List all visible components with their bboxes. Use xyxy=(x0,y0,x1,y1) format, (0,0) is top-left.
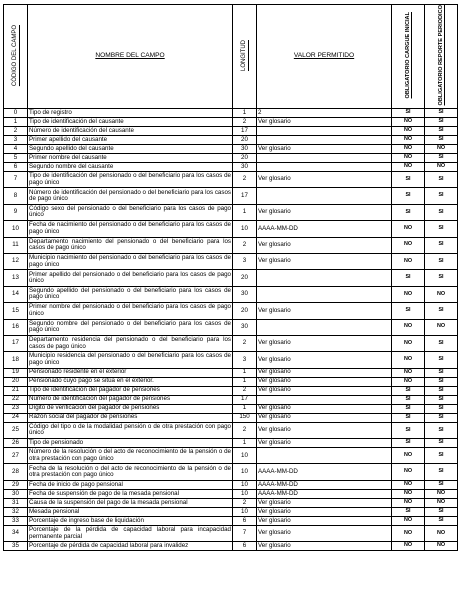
row-allowed-value xyxy=(257,163,392,172)
row-allowed-value xyxy=(257,154,392,163)
table-row xyxy=(4,163,458,172)
row-code: 29 xyxy=(4,480,28,489)
row-field-name: Tipo de identificación del pagador de pensiones xyxy=(28,386,233,395)
row-code: 31 xyxy=(4,498,28,507)
row-mandatory-initial: NO xyxy=(392,464,425,480)
row-mandatory-periodic: NO xyxy=(425,525,458,541)
row-mandatory-periodic: NO xyxy=(425,163,458,172)
row-mandatory-periodic: SI xyxy=(425,188,458,204)
row-code: 10 xyxy=(4,221,28,237)
row-mandatory-initial: NO xyxy=(392,525,425,541)
row-mandatory-periodic: SI xyxy=(425,204,458,220)
row-allowed-value xyxy=(257,319,392,335)
row-code: 5 xyxy=(4,154,28,163)
row-allowed-value xyxy=(257,448,392,464)
row-allowed-value: Ver glosario xyxy=(257,542,392,551)
row-code: 23 xyxy=(4,404,28,413)
row-mandatory-periodic: SI xyxy=(425,448,458,464)
row-mandatory-initial: SI xyxy=(392,172,425,188)
row-length: 2 xyxy=(233,422,257,438)
row-field-name: Primer apellido del causante xyxy=(28,136,233,145)
row-mandatory-initial: NO xyxy=(392,221,425,237)
row-mandatory-periodic: SI xyxy=(425,136,458,145)
row-mandatory-initial: NO xyxy=(392,237,425,253)
table-row xyxy=(4,286,458,302)
row-code: 34 xyxy=(4,525,28,541)
row-allowed-value xyxy=(257,188,392,204)
table-row xyxy=(4,448,458,464)
row-length: 1 xyxy=(233,204,257,220)
row-length: 10 xyxy=(233,480,257,489)
row-mandatory-initial: NO xyxy=(392,136,425,145)
row-code: 24 xyxy=(4,413,28,422)
row-field-name: Segundo nombre del pensionado o del beneficiario para los casos de pago único xyxy=(28,319,233,335)
table-row xyxy=(4,127,458,136)
row-mandatory-periodic: SI xyxy=(425,253,458,269)
row-field-name: Departamento nacimiento del pensionado o del beneficiario para los casos de pago único xyxy=(28,237,233,253)
row-field-name: Número de identificación del pensionado o del beneficiario para los casos de pago único xyxy=(28,188,233,204)
row-code: 13 xyxy=(4,270,28,286)
table-row xyxy=(4,118,458,127)
row-field-name: Pensionado cuyo pago se sitúa en el exterior. xyxy=(28,377,233,386)
row-field-name: Fecha de nacimiento del pensionado o del beneficiario para los casos de pago único xyxy=(28,221,233,237)
row-mandatory-periodic: SI xyxy=(425,154,458,163)
row-mandatory-initial: SI xyxy=(392,109,425,118)
row-mandatory-initial: NO xyxy=(392,335,425,351)
row-code: 3 xyxy=(4,136,28,145)
row-code: 27 xyxy=(4,448,28,464)
row-field-name: Mesada pensional xyxy=(28,507,233,516)
row-mandatory-periodic: SI xyxy=(425,221,458,237)
row-length: 30 xyxy=(233,319,257,335)
table-row xyxy=(4,136,458,145)
row-mandatory-periodic: SI xyxy=(425,118,458,127)
row-mandatory-initial: NO xyxy=(392,498,425,507)
header-mandatory-periodic: OBLIGATORIO REPORTE PERIODICO xyxy=(425,5,458,109)
table-row xyxy=(4,542,458,551)
row-mandatory-initial: NO xyxy=(392,118,425,127)
table-row xyxy=(4,368,458,377)
row-length: 20 xyxy=(233,136,257,145)
row-code: 19 xyxy=(4,368,28,377)
row-allowed-value xyxy=(257,136,392,145)
row-field-name: Razón social del pagador de pensiones xyxy=(28,413,233,422)
table-row xyxy=(4,221,458,237)
table-row xyxy=(4,188,458,204)
row-length: 30 xyxy=(233,163,257,172)
row-field-name: Municipio nacimiento del pensionado o del beneficiario para los casos de pago único xyxy=(28,253,233,269)
row-allowed-value: Ver glosario xyxy=(257,204,392,220)
row-allowed-value: Ver glosario xyxy=(257,386,392,395)
row-code: 21 xyxy=(4,386,28,395)
row-length: 17 xyxy=(233,188,257,204)
row-code: 28 xyxy=(4,464,28,480)
row-code: 2 xyxy=(4,127,28,136)
row-field-name: Pensionado residente en el exterior xyxy=(28,368,233,377)
row-length: 2 xyxy=(233,237,257,253)
row-allowed-value: 2 xyxy=(257,109,392,118)
row-mandatory-periodic: SI xyxy=(425,270,458,286)
table-row xyxy=(4,404,458,413)
table-row xyxy=(4,377,458,386)
row-mandatory-initial: SI xyxy=(392,204,425,220)
row-code: 20 xyxy=(4,377,28,386)
row-mandatory-initial: SI xyxy=(392,507,425,516)
row-code: 30 xyxy=(4,489,28,498)
row-code: 15 xyxy=(4,303,28,319)
row-length: 10 xyxy=(233,448,257,464)
row-length: 1 xyxy=(233,439,257,448)
row-field-name: Primer nombre del causante xyxy=(28,154,233,163)
row-mandatory-periodic: SI xyxy=(425,352,458,368)
row-field-name: Primer nombre del pensionado o del beneficiario para los casos de pago único xyxy=(28,303,233,319)
row-allowed-value: Ver glosario xyxy=(257,422,392,438)
row-mandatory-initial: SI xyxy=(392,404,425,413)
row-length: 30 xyxy=(233,286,257,302)
row-allowed-value: Ver glosario xyxy=(257,303,392,319)
row-mandatory-periodic: SI xyxy=(425,404,458,413)
row-field-name: Dígito de verificación del pagador de pensiones xyxy=(28,404,233,413)
row-field-name: Porcentaje de ingreso base de liquidación xyxy=(28,516,233,525)
row-mandatory-periodic: SI xyxy=(425,377,458,386)
row-field-name: Municipio residencia del pensionado o del beneficiario para los casos de pago único xyxy=(28,352,233,368)
row-code: 26 xyxy=(4,439,28,448)
row-allowed-value: Ver glosario xyxy=(257,507,392,516)
table-row xyxy=(4,204,458,220)
row-field-name: Primer apellido del pensionado o del beneficiario para los casos de pago único xyxy=(28,270,233,286)
row-length: 17 xyxy=(233,395,257,404)
row-mandatory-initial: NO xyxy=(392,319,425,335)
row-length: 1 xyxy=(233,404,257,413)
table-row xyxy=(4,439,458,448)
row-allowed-value xyxy=(257,127,392,136)
row-length: 6 xyxy=(233,542,257,551)
row-allowed-value: Ver glosario xyxy=(257,118,392,127)
header-allowed-value: VALOR PERMITIDO xyxy=(257,5,392,109)
table-row xyxy=(4,352,458,368)
row-mandatory-initial: SI xyxy=(392,439,425,448)
row-field-name: Porcentaje de pérdida de capacidad laboral para invalidez xyxy=(28,542,233,551)
row-field-name: Número de identificación del causante xyxy=(28,127,233,136)
table-row xyxy=(4,109,458,118)
row-mandatory-periodic: SI xyxy=(425,335,458,351)
row-field-name: Número de identificación del pagador de pensiones xyxy=(28,395,233,404)
row-mandatory-periodic: SI xyxy=(425,386,458,395)
row-allowed-value: Ver glosario xyxy=(257,368,392,377)
row-field-name: Segundo apellido del pensionado o del beneficiario para los casos de pago único xyxy=(28,286,233,302)
table-row xyxy=(4,237,458,253)
row-length: 20 xyxy=(233,270,257,286)
table-row xyxy=(4,464,458,480)
row-length: 2 xyxy=(233,386,257,395)
row-mandatory-periodic: SI xyxy=(425,413,458,422)
row-mandatory-initial: SI xyxy=(392,386,425,395)
row-length: 1 xyxy=(233,109,257,118)
row-length: 150 xyxy=(233,413,257,422)
row-mandatory-initial: NO xyxy=(392,448,425,464)
row-length: 20 xyxy=(233,303,257,319)
row-mandatory-initial: NO xyxy=(392,352,425,368)
row-mandatory-periodic: SI xyxy=(425,439,458,448)
table-row xyxy=(4,395,458,404)
header-row xyxy=(4,5,458,109)
field-spec-table xyxy=(3,4,458,551)
row-code: 6 xyxy=(4,163,28,172)
row-field-name: Segundo apellido del causante xyxy=(28,145,233,154)
row-mandatory-initial: SI xyxy=(392,395,425,404)
row-field-name: Fecha de inicio de pago pensional xyxy=(28,480,233,489)
row-allowed-value: Ver glosario xyxy=(257,352,392,368)
row-code: 7 xyxy=(4,172,28,188)
row-mandatory-initial: NO xyxy=(392,377,425,386)
row-mandatory-periodic: SI xyxy=(425,368,458,377)
row-mandatory-initial: NO xyxy=(392,480,425,489)
row-length: 17 xyxy=(233,127,257,136)
row-length: 2 xyxy=(233,172,257,188)
row-length: 10 xyxy=(233,489,257,498)
table-row xyxy=(4,422,458,438)
row-mandatory-periodic: SI xyxy=(425,507,458,516)
row-field-name: Fecha de la resolución o del acto de reconocimiento de la pensión o de otra prestación con pago único xyxy=(28,464,233,480)
row-mandatory-initial: NO xyxy=(392,163,425,172)
row-mandatory-initial: NO xyxy=(392,145,425,154)
row-mandatory-initial: SI xyxy=(392,303,425,319)
table-row xyxy=(4,270,458,286)
row-length: 7 xyxy=(233,525,257,541)
row-allowed-value: Ver glosario xyxy=(257,498,392,507)
row-allowed-value: Ver glosario xyxy=(257,145,392,154)
row-code: 16 xyxy=(4,319,28,335)
row-mandatory-periodic: NO xyxy=(425,542,458,551)
row-mandatory-periodic: SI xyxy=(425,480,458,489)
row-code: 12 xyxy=(4,253,28,269)
row-mandatory-periodic: SI xyxy=(425,237,458,253)
row-mandatory-periodic: SI xyxy=(425,422,458,438)
row-code: 18 xyxy=(4,352,28,368)
row-mandatory-periodic: SI xyxy=(425,127,458,136)
table-row xyxy=(4,516,458,525)
row-code: 35 xyxy=(4,542,28,551)
row-mandatory-initial: NO xyxy=(392,542,425,551)
row-length: 2 xyxy=(233,335,257,351)
row-length: 1 xyxy=(233,377,257,386)
row-mandatory-initial: NO xyxy=(392,286,425,302)
row-allowed-value: AAAA-MM-DD xyxy=(257,221,392,237)
row-mandatory-periodic: SI xyxy=(425,303,458,319)
row-mandatory-initial: SI xyxy=(392,413,425,422)
row-length: 1 xyxy=(233,368,257,377)
row-allowed-value: AAAA-MM-DD xyxy=(257,464,392,480)
header-length: LONGITUD xyxy=(233,5,257,109)
row-length: 10 xyxy=(233,221,257,237)
row-field-name: Número de la resolución o del acto de reconocimiento de la pensión o de otra prestación con pago único xyxy=(28,448,233,464)
row-field-name: Tipo de pensionado xyxy=(28,439,233,448)
table-row xyxy=(4,489,458,498)
row-allowed-value: Ver glosario xyxy=(257,413,392,422)
row-allowed-value: Ver glosario xyxy=(257,335,392,351)
row-length: 6 xyxy=(233,516,257,525)
row-length: 10 xyxy=(233,507,257,516)
row-mandatory-initial: NO xyxy=(392,489,425,498)
header-code: CÓDIGO DEL CAMPO xyxy=(4,5,28,109)
row-length: 10 xyxy=(233,464,257,480)
row-code: 8 xyxy=(4,188,28,204)
row-mandatory-initial: SI xyxy=(392,188,425,204)
row-mandatory-periodic: SI xyxy=(425,109,458,118)
row-mandatory-initial: SI xyxy=(392,422,425,438)
table-row xyxy=(4,303,458,319)
row-mandatory-periodic: NO xyxy=(425,319,458,335)
row-field-name: Tipo de registro xyxy=(28,109,233,118)
row-mandatory-periodic: SI xyxy=(425,464,458,480)
row-field-name: Porcentaje de la pérdida de capacidad laboral para incapacidad permanente parcial xyxy=(28,525,233,541)
row-length: 3 xyxy=(233,253,257,269)
row-code: 25 xyxy=(4,422,28,438)
table-row xyxy=(4,172,458,188)
row-mandatory-initial: SI xyxy=(392,270,425,286)
row-allowed-value: Ver glosario xyxy=(257,404,392,413)
row-allowed-value: Ver glosario xyxy=(257,377,392,386)
row-code: 1 xyxy=(4,118,28,127)
row-code: 14 xyxy=(4,286,28,302)
table-row xyxy=(4,480,458,489)
row-length: 3 xyxy=(233,352,257,368)
table-row xyxy=(4,154,458,163)
row-field-name: Código del tipo o de la modalidad pensión o de otra prestación con pago único xyxy=(28,422,233,438)
row-allowed-value xyxy=(257,270,392,286)
row-code: 0 xyxy=(4,109,28,118)
header-mandatory-initial: OBLIGATORIO CARGUE INICIAL xyxy=(392,5,425,109)
row-allowed-value: Ver glosario xyxy=(257,172,392,188)
row-length: 30 xyxy=(233,145,257,154)
row-mandatory-initial: NO xyxy=(392,154,425,163)
table-row xyxy=(4,413,458,422)
row-field-name: Causa de la suspensión del pago de la mesada pensional xyxy=(28,498,233,507)
row-code: 32 xyxy=(4,507,28,516)
row-mandatory-periodic: NO xyxy=(425,489,458,498)
table-row xyxy=(4,525,458,541)
row-field-name: Segundo nombre del causante xyxy=(28,163,233,172)
row-mandatory-periodic: SI xyxy=(425,172,458,188)
row-code: 9 xyxy=(4,204,28,220)
row-mandatory-periodic: SI xyxy=(425,516,458,525)
row-mandatory-periodic: NO xyxy=(425,145,458,154)
row-mandatory-initial: NO xyxy=(392,516,425,525)
table-row xyxy=(4,319,458,335)
table-row xyxy=(4,335,458,351)
row-code: 11 xyxy=(4,237,28,253)
table-row xyxy=(4,498,458,507)
row-mandatory-initial: NO xyxy=(392,253,425,269)
row-mandatory-periodic: NO xyxy=(425,286,458,302)
header-field-name: NOMBRE DEL CAMPO xyxy=(28,5,233,109)
row-length: 2 xyxy=(233,118,257,127)
row-field-name: Fecha de suspensión de pago de la mesada pensional xyxy=(28,489,233,498)
row-mandatory-initial: NO xyxy=(392,127,425,136)
row-mandatory-periodic: NO xyxy=(425,498,458,507)
row-allowed-value: Ver glosario xyxy=(257,525,392,541)
table-row xyxy=(4,507,458,516)
row-code: 17 xyxy=(4,335,28,351)
row-field-name: Tipo de identificación del causante xyxy=(28,118,233,127)
row-mandatory-initial: NO xyxy=(392,368,425,377)
row-field-name: Tipo de identificación del pensionado o del beneficiario para los casos de pago único xyxy=(28,172,233,188)
row-allowed-value: Ver glosario xyxy=(257,253,392,269)
row-field-name: Departamento residencia del pensionado o del beneficiario para los casos de pago único xyxy=(28,335,233,351)
table-row xyxy=(4,145,458,154)
row-mandatory-periodic: SI xyxy=(425,395,458,404)
row-allowed-value xyxy=(257,395,392,404)
row-code: 33 xyxy=(4,516,28,525)
row-allowed-value: AAAA-MM-DD xyxy=(257,480,392,489)
row-allowed-value: AAAA-MM-DD xyxy=(257,489,392,498)
table-row xyxy=(4,253,458,269)
row-length: 2 xyxy=(233,498,257,507)
row-allowed-value: Ver glosario xyxy=(257,237,392,253)
row-allowed-value xyxy=(257,286,392,302)
row-length: 20 xyxy=(233,154,257,163)
row-allowed-value: Ver glosario xyxy=(257,516,392,525)
table-row xyxy=(4,386,458,395)
row-code: 22 xyxy=(4,395,28,404)
row-field-name: Código sexo del pensionado o del beneficiario para los casos de pago único xyxy=(28,204,233,220)
row-code: 4 xyxy=(4,145,28,154)
row-allowed-value: Ver glosario xyxy=(257,439,392,448)
